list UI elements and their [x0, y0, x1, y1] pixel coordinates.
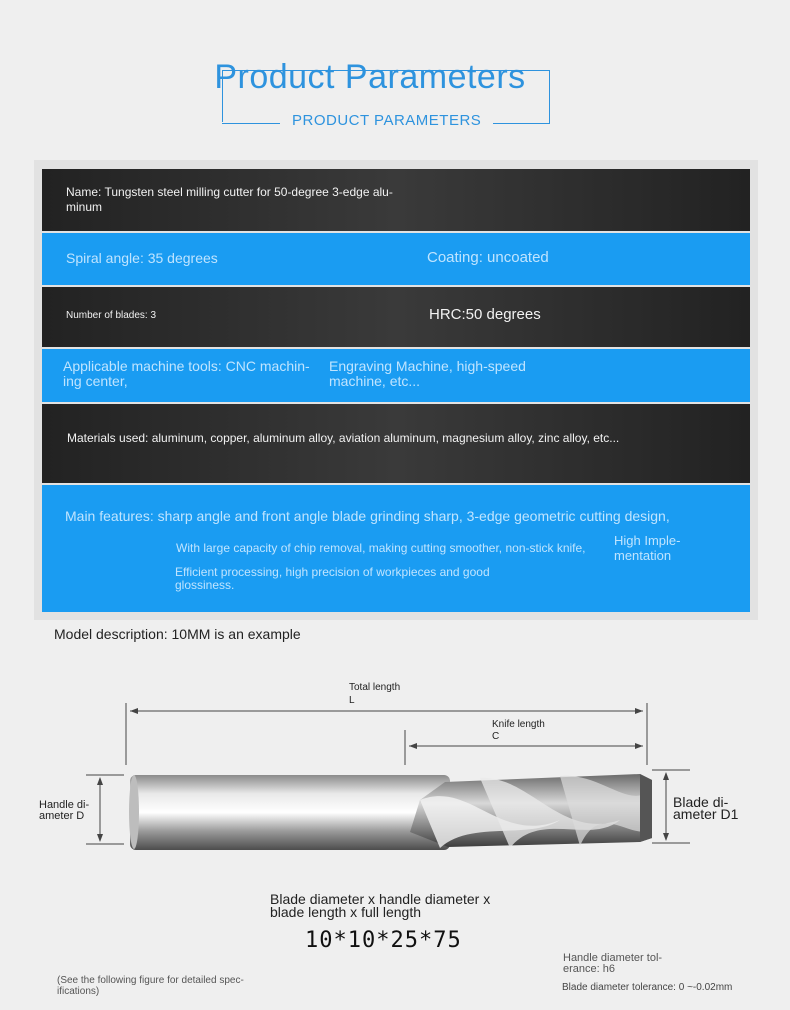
- param-features-efficiency: [175, 566, 490, 592]
- param-features-line4: mentation: [614, 548, 672, 563]
- param-features-line3: High Imple-: [614, 533, 681, 548]
- cutter-shank: [130, 775, 450, 850]
- param-spiral-angle: Spiral angle: 35 degrees: [66, 250, 218, 266]
- knife-length-symbol: C: [492, 731, 500, 742]
- page-title: Product Parameters: [214, 58, 526, 96]
- blade-diameter-label-1: Blade di-: [673, 794, 729, 810]
- model-description: Model description: 10MM is an example: [54, 626, 301, 642]
- param-coating: Coating: uncoated: [427, 249, 549, 266]
- param-hrc: HRC:50 degrees: [429, 306, 541, 323]
- total-length-arrowhead-right: [635, 708, 643, 714]
- param-row-blades: [42, 287, 750, 347]
- dimension-formula: [270, 893, 530, 919]
- dimension-formula-line2: blade length x full length: [270, 904, 421, 920]
- param-row-name: [42, 169, 750, 231]
- spec-note-line1: (See the following figure for detailed spec-: [57, 975, 244, 986]
- param-name-line1: Name: Tungsten steel milling cutter for 50-degree 3-edge alu-: [66, 185, 393, 199]
- param-row-machine: [42, 349, 750, 402]
- blade-tolerance: Blade diameter tolerance: 0 ~-0.02mm: [562, 982, 733, 993]
- handle-diameter-arrowhead-top: [97, 777, 103, 785]
- cutter-tip: [640, 774, 652, 842]
- param-materials: Materials used: aluminum, copper, aluminum alloy, aviation aluminum, magnesium alloy, zinc alloy, etc...: [67, 431, 620, 445]
- spec-note-line2: ifications): [57, 986, 100, 997]
- handle-tolerance-line2: erance: h6: [563, 963, 615, 975]
- knife-length-arrowhead-left: [409, 743, 417, 749]
- param-machine-line3: Engraving Machine, high-speed: [329, 358, 526, 374]
- handle-diameter-arrowhead-bottom: [97, 834, 103, 842]
- param-machine-tools-cont: [329, 359, 526, 389]
- param-machine-line2: ing center,: [63, 373, 128, 389]
- param-row-features: [42, 485, 750, 612]
- knife-length-arrowhead-right: [635, 743, 643, 749]
- total-length-symbol: L: [349, 695, 355, 706]
- param-blades: Number of blades: 3: [66, 310, 157, 321]
- param-features-highlight: [614, 533, 680, 563]
- cutter-shank-end: [129, 775, 139, 849]
- param-machine-line1: Applicable machine tools: CNC machin-: [63, 358, 310, 374]
- spec-note: [57, 975, 267, 997]
- param-features-line5: Efficient processing, high precision of workpieces and good: [175, 565, 490, 579]
- param-features-line6: glossiness.: [175, 578, 235, 592]
- dimension-formula-line1: Blade diameter x handle diameter x: [270, 891, 491, 907]
- handle-diameter-label-2: ameter D: [39, 810, 85, 822]
- blade-diameter-arrowhead-bottom: [663, 833, 669, 841]
- param-row-spiral: [42, 233, 750, 285]
- handle-diameter-label-1: Handle di-: [39, 799, 90, 811]
- total-length-label: Total length: [349, 682, 401, 693]
- page-subtitle: PRODUCT PARAMETERS: [280, 112, 493, 129]
- handle-tolerance-line1: Handle diameter tol-: [563, 952, 663, 964]
- example-dimensions: 10*10*25*75: [305, 928, 462, 953]
- param-machine-line4: machine, etc...: [329, 373, 421, 389]
- param-features-line1: Main features: sharp angle and front angle blade grinding sharp, 3-edge geometric cutting design,: [65, 508, 670, 524]
- blade-diameter-arrowhead-top: [663, 772, 669, 780]
- knife-length-label: Knife length: [492, 719, 545, 730]
- param-row-materials: [42, 404, 750, 483]
- handle-tolerance: [563, 953, 693, 975]
- param-features-line2: With large capacity of chip removal, making cutting smoother, non-stick knife,: [176, 541, 586, 555]
- param-name-line2: minum: [66, 200, 103, 214]
- param-machine-tools: [63, 359, 310, 389]
- param-name: [66, 185, 446, 215]
- blade-diameter-label-2: ameter D1: [673, 806, 739, 822]
- cutter-diagram: [0, 670, 790, 870]
- total-length-arrowhead-left: [130, 708, 138, 714]
